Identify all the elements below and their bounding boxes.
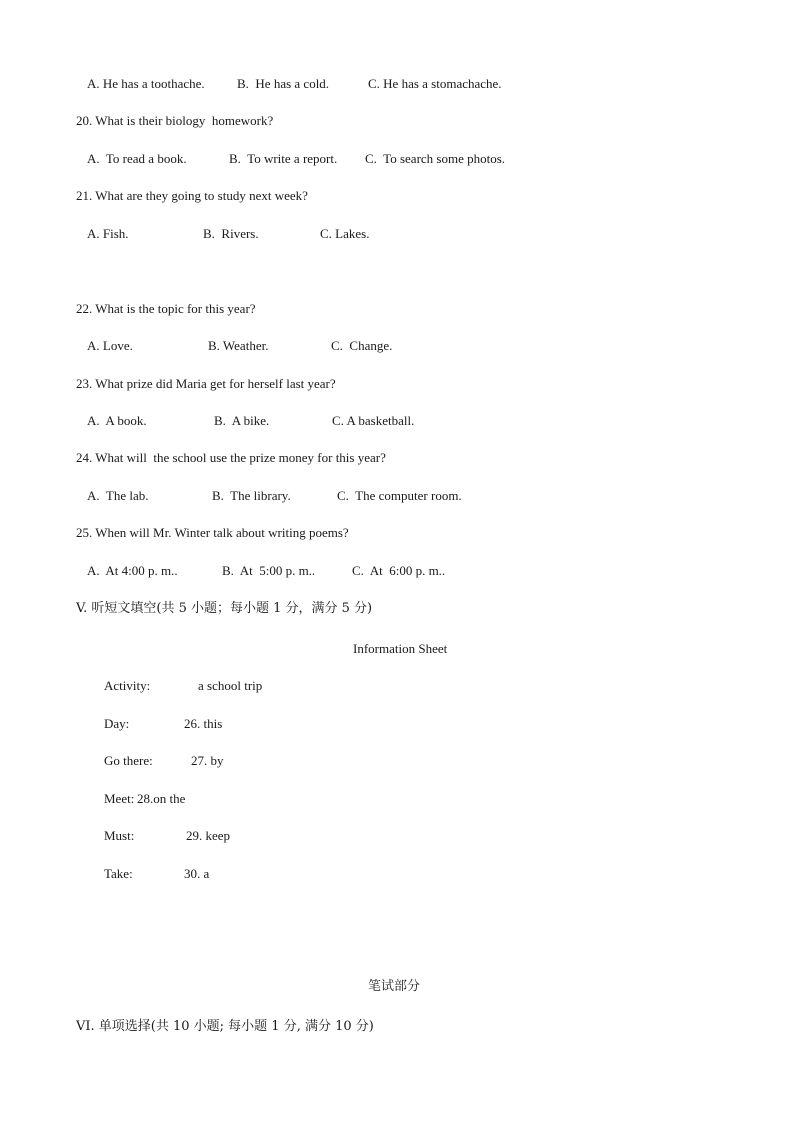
- q21-question: 21. What are they going to study next week?: [76, 188, 308, 203]
- q24-question: 24. What will the school use the prize money for this year?: [76, 450, 386, 465]
- q25-question: 25. When will Mr. Winter talk about writing poems?: [76, 525, 349, 540]
- sheet-label-must: Must:: [104, 828, 135, 843]
- section-5-heading: V. 听短文填空(共 5 小题；每小题 1 分，满分 5 分): [76, 601, 373, 616]
- q23-question: 23. What prize did Maria get for herself last year?: [76, 376, 336, 391]
- sheet-label-activity: Activity:: [104, 678, 151, 693]
- q25-option-c: C. At 6:00 p. m..: [352, 563, 446, 578]
- q21-option-a: A. Fish.: [87, 226, 129, 241]
- section-6-heading: VI. 单项选择(共 10 小题; 每小题 1 分, 满分 10 分): [76, 1019, 374, 1034]
- q22-question: 22. What is the topic for this year?: [76, 301, 256, 316]
- q25-option-b: B. At 5:00 p. m..: [222, 563, 316, 578]
- q24-option-c: C. The computer room.: [337, 488, 462, 503]
- q24-option-a: A. The lab.: [87, 488, 149, 503]
- sheet-value-meet: 28.on the: [137, 791, 186, 806]
- sheet-label-take: Take:: [104, 866, 133, 881]
- q22-option-c: C. Change.: [331, 338, 393, 353]
- q19-option-b: B. He has a cold.: [237, 76, 330, 91]
- q22-option-b: B. Weather.: [208, 338, 269, 353]
- q23-option-b: B. A bike.: [214, 413, 270, 428]
- q23-option-c: C. A basketball.: [332, 413, 415, 428]
- q19-option-a: A. He has a toothache.: [87, 76, 205, 91]
- sheet-value-day: 26. this: [184, 716, 223, 731]
- q20-option-b: B. To write a report.: [229, 151, 338, 166]
- sheet-value-go-there: 27. by: [191, 753, 224, 768]
- q23-option-a: A. A book.: [87, 413, 147, 428]
- sheet-label-go-there: Go there:: [104, 753, 153, 768]
- q21-option-b: B. Rivers.: [203, 226, 259, 241]
- q19-option-c: C. He has a stomachache.: [368, 76, 502, 91]
- q21-option-c: C. Lakes.: [320, 226, 370, 241]
- sheet-label-day: Day:: [104, 716, 130, 731]
- written-part-title: 笔试部分: [368, 979, 421, 994]
- sheet-value-take: 30. a: [184, 866, 210, 881]
- q20-question: 20. What is their biology homework?: [76, 113, 274, 128]
- q20-option-a: A. To read a book.: [87, 151, 187, 166]
- information-sheet-title: Information Sheet: [353, 641, 448, 656]
- q24-option-b: B. The library.: [212, 488, 291, 503]
- q22-option-a: A. Love.: [87, 338, 133, 353]
- sheet-label-meet: Meet:: [104, 791, 135, 806]
- sheet-value-must: 29. keep: [186, 828, 231, 843]
- q25-option-a: A. At 4:00 p. m..: [87, 563, 178, 578]
- sheet-value-activity: a school trip: [198, 678, 263, 693]
- q20-option-c: C. To search some photos.: [365, 151, 506, 166]
